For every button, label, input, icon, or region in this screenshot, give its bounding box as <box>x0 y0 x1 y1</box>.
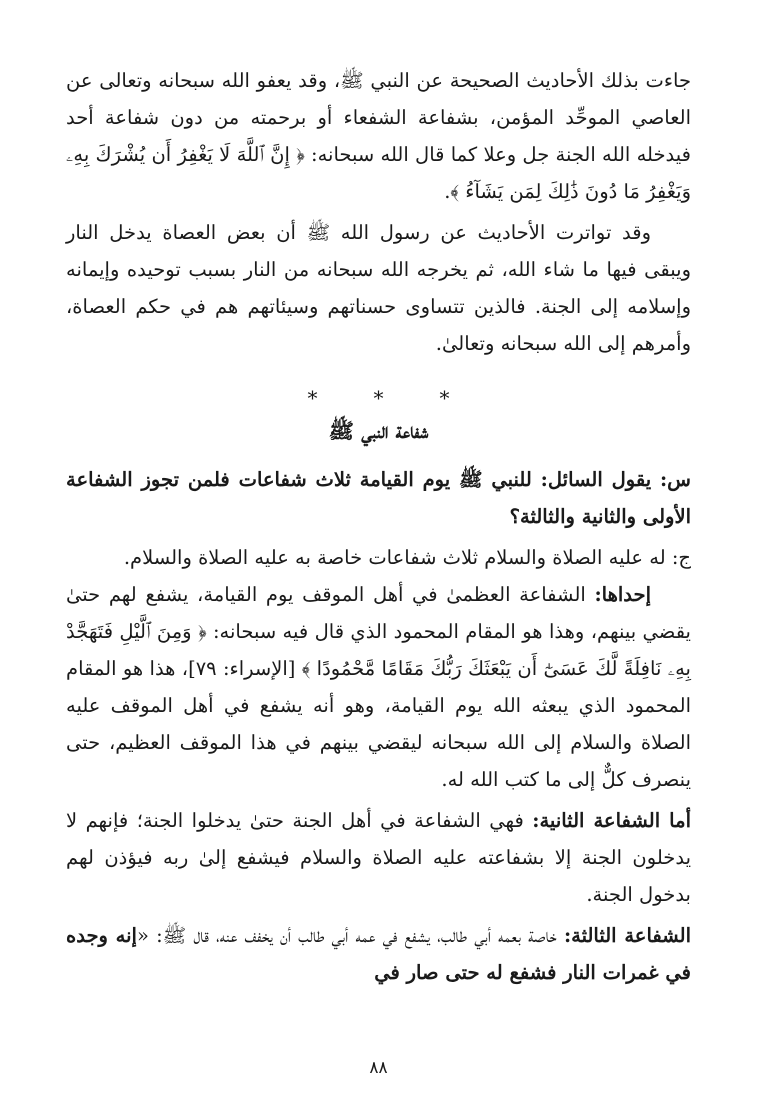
second-intercession <box>66 802 691 913</box>
first-intercession-label: إحداها: <box>594 583 651 606</box>
first-intercession-text: الشفاعة العظمىٰ في أهل الموقف يوم القيامة، يشفع لهم حتىٰ يقضي بينهم، وهذا هو المقام المحمود الذي قال فيه سبحانه: ﴿ وَمِنَ ٱلَّيْلِ فَتَهَجَّدْ بِهِۦ نَافِلَةً لَّكَ عَسَىٰٓ أَن يَبْعَثَكَ رَبُّكَ مَقَامًا مَّحْمُودًا ﴾ [الإسراء: ٧٩]، هذا هو المقام المحمود الذي يبعثه الله يوم القيامة، وهو أنه يشفع في أهل الموقف عليه الصلاة والسلام إلى الله سبحانه ليقضي بينهم في هذا الموقف العظيم، حتى ينصرف كلٌّ إلى ما كتب الله له. <box>66 583 691 791</box>
separator-star: * <box>307 386 318 410</box>
paragraph-hadith-mutawatir: وقد تواترت الأحاديث عن رسول الله ﷺ أن بعض العصاة يدخل النار ويبقى فيها ما شاء الله، ثم يخرجه الله سبحانه من النار بسبب توحيده وإيمانه وإسلامه إلى الجنة. فالذين تتساوى حسناتهم وسيئاتهم هم في حكم العصاة، وأمرهم إلى الله سبحانه وتعالىٰ. <box>66 221 691 355</box>
section-title: شفاعة النبي ﷺ <box>328 418 429 443</box>
page-number: ٨٨ <box>369 1058 388 1078</box>
hadith-quote: إنه وجده في غمرات النار فشفع له حتى صار في <box>66 924 691 984</box>
first-intercession <box>66 576 691 798</box>
third-intercession-text: خاصة بعمه أبي طالب، يشفع في عمه أبي طالب أن يخفف عنه، قال ﷺ: « <box>136 924 564 947</box>
answer-intro: ج: له عليه الصلاة والسلام ثلاث شفاعات خاصة به عليه الصلاة والسلام. <box>123 546 691 569</box>
section-separator <box>66 386 691 410</box>
separator-star: * <box>373 386 384 410</box>
second-intercession-text: فهي الشفاعة في أهل الجنة حتىٰ يدخلوا الجنة؛ فإنهم لا يدخلون الجنة إلا بشفاعته عليه الصلاة والسلام فيشفع إلىٰ ربه فيؤذن لهم بدخول الجنة. <box>66 809 691 906</box>
third-intercession-label: الشفاعة الثالثة: <box>563 924 692 947</box>
separator-star: * <box>439 386 450 410</box>
paragraph-continuation: جاءت بذلك الأحاديث الصحيحة عن النبي ﷺ، وقد يعفو الله سبحانه وتعالى عن العاصي الموحِّد المؤمن، بشفاعة الشفعاء أو برحمته من دون شفاعة أحد فيدخله الله الجنة جل وعلا كما قال الله سبحانه: ﴿ إِنَّ ٱللَّهَ لَا يَغْفِرُ أَن يُشْرَكَ بِهِۦ وَيَغْفِرُ مَا دُونَ ذَٰلِكَ لِمَن يَشَآءُ ﴾. <box>66 69 691 203</box>
second-intercession-label: أما الشفاعة الثانية: <box>532 809 691 832</box>
question-paragraph: س: يقول السائل: للنبي ﷺ يوم القيامة ثلاث شفاعات فلمن تجوز الشفاعة الأولى والثانية والثالثة؟ <box>66 468 691 528</box>
third-intercession <box>66 917 691 991</box>
